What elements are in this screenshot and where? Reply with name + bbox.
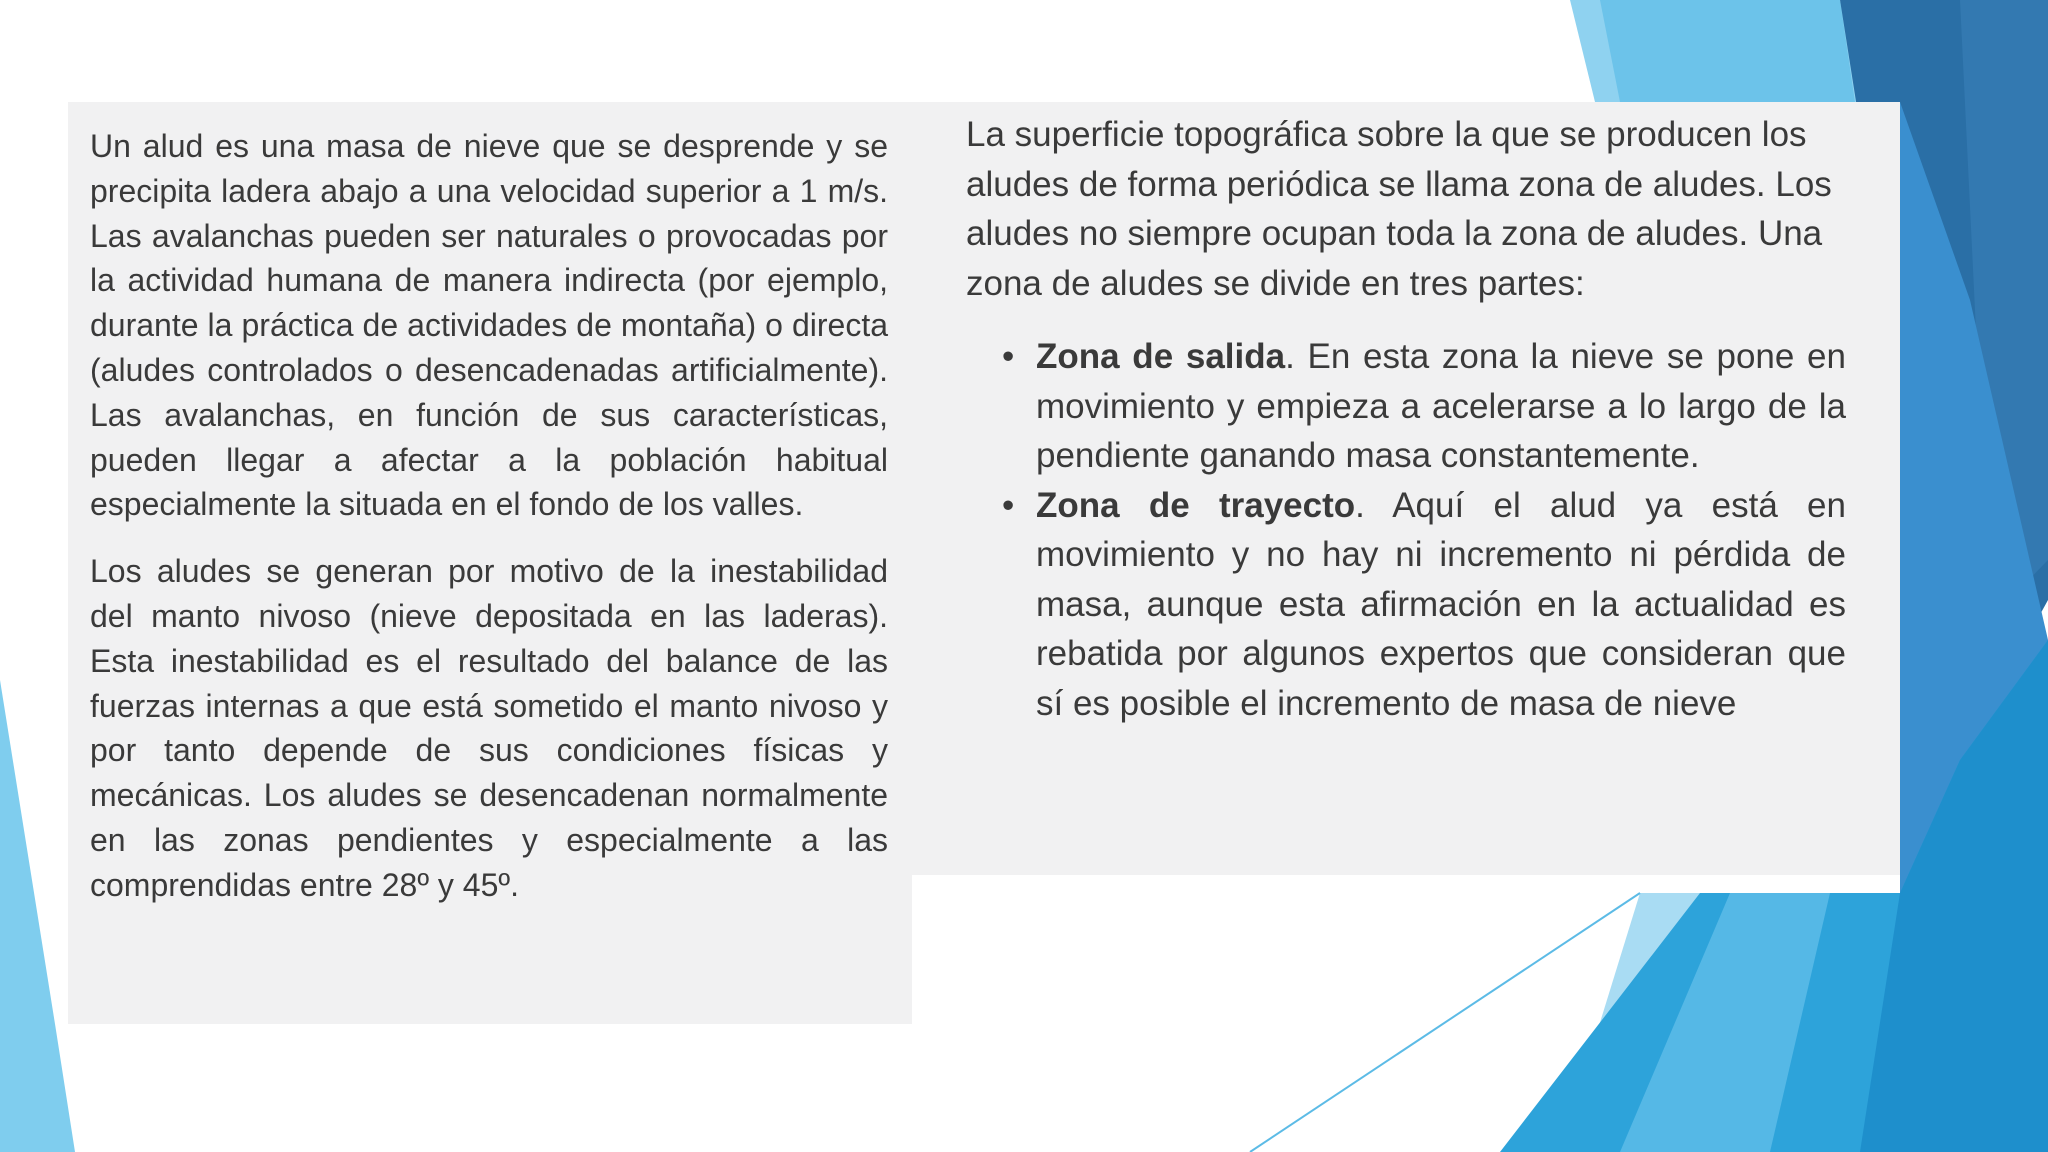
bullet-title-zona-trayecto: Zona de trayecto <box>1036 485 1356 525</box>
bg-facet-top-mid <box>1600 0 1855 102</box>
zone-bullet-list <box>966 332 1846 728</box>
bullet-title-zona-salida: Zona de salida <box>1036 337 1286 376</box>
bullet-text-zona-salida: . En esta zona la nieve se pone en movimiento y empieza a acelerarse a lo largo de la pendiente ganando masa constantemente. <box>1036 337 1846 475</box>
bullet-item-zona-salida <box>966 332 1846 481</box>
bullet-item-zona-trayecto <box>966 481 1846 729</box>
left-paragraph-1: Un alud es una masa de nieve que se desprende y se precipita ladera abajo a una velocidad superior a 1 m/s. Las avalanchas pueden ser naturales o provocadas por la actividad humana de manera indirecta (por ejemplo, durante la práctica de actividades de montaña) o directa (aludes controlados o desencadenadas artificialmente). Las avalanchas, en función de sus características, pueden llegar a afectar a la población habitual especialmente la situada en el fondo de los valles. <box>90 128 888 523</box>
bullet-dot-icon: • <box>1002 485 1015 525</box>
left-paragraph-2: Los aludes se generan por motivo de la inestabilidad del manto nivoso (nieve depositada en las laderas). Esta inestabilidad es el resultado del balance de las fuerzas internas a que está sometido el manto nivoso y por tanto depende de sus condiciones físicas y mecánicas. Los aludes se desencadenan normalmente en las zonas pendientes y especialmente a las comprendidas entre 28º y 45º. <box>90 553 888 903</box>
bullet-dot-icon: • <box>1002 337 1015 376</box>
bullet-text-zona-trayecto: . Aquí el alud ya está en movimiento y no hay ni incremento ni pérdida de masa, aunque esta afirmación en la actualidad es rebatida por algunos expertos que consideran que sí es posible el incremento de masa de nieve <box>1036 485 1846 723</box>
left-text-panel <box>68 102 912 1024</box>
bg-facet-left <box>0 680 75 1152</box>
right-intro-paragraph: La superficie topográfica sobre la que se producen los aludes de forma periódica se llama zona de aludes. Los aludes no siempre ocupan toda la zona de aludes. Una zona de aludes se divide en tres partes: <box>966 115 1832 303</box>
right-text-content <box>966 110 1846 728</box>
